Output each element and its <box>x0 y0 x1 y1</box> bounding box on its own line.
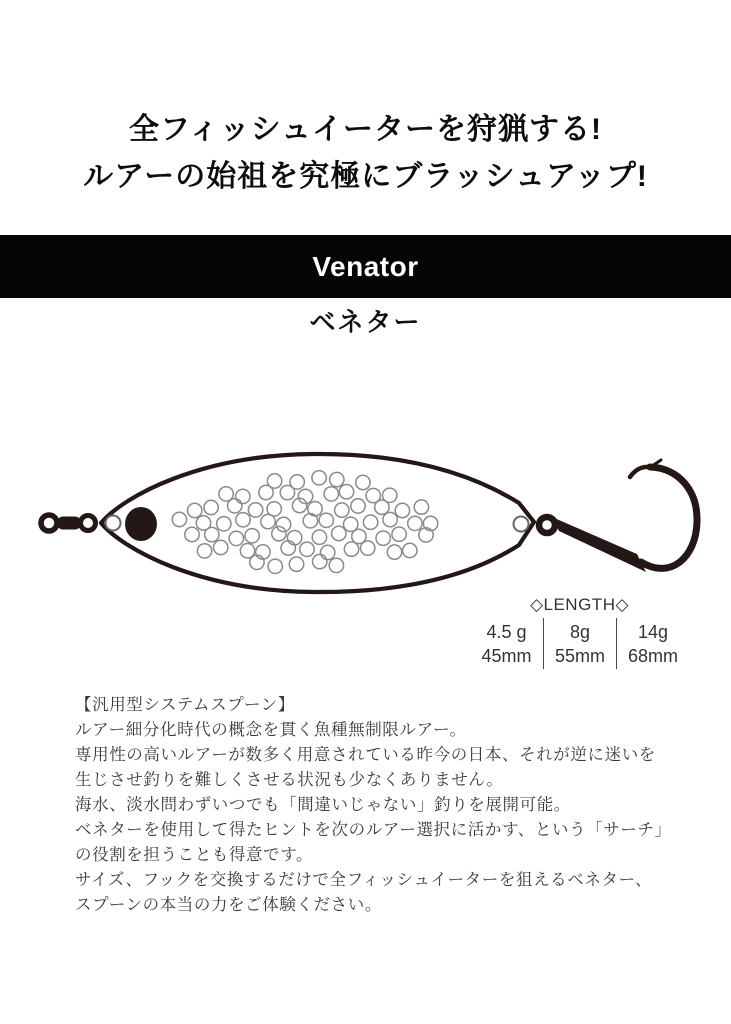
size-length: 68mm <box>627 646 678 666</box>
headline <box>0 106 731 200</box>
line-tie-hole <box>106 516 121 531</box>
headline-line-2: ルアーの始祖を究極にブラッシュアップ! <box>83 160 648 193</box>
description-line: サイズ、フックを交換するだけで全フィッシュイーターを狙えるベネター、 <box>75 871 653 889</box>
size-length: 45mm <box>481 646 532 666</box>
description-line: 生じさせ釣りを難しくさせる状況も少なくありません。 <box>75 771 504 789</box>
product-name: Venator <box>312 250 419 282</box>
product-name-japanese: ベネター <box>309 307 422 337</box>
single-hook <box>539 460 697 572</box>
length-spec <box>470 595 689 669</box>
size-length: 55mm <box>554 646 605 666</box>
length-spec-title: ◇LENGTH◇ <box>529 595 630 614</box>
swivel-ring-right <box>81 516 96 531</box>
swivel <box>41 515 96 531</box>
swivel-barrel <box>57 517 81 530</box>
description-line: ベネターを使用して得たヒントを次のルアー選択に活かす、という「サーチ」 <box>75 821 672 839</box>
description-line: スプーンの本当の力をご体験ください。 <box>75 896 382 914</box>
size-column-2 <box>543 618 616 669</box>
hook-tie-hole <box>514 517 529 532</box>
product-description <box>75 693 700 918</box>
eye-dot <box>125 507 157 541</box>
description-line: 専用性の高いルアーが数多く用意されている昨今の日本、それが逆に迷いを <box>75 746 656 764</box>
swivel-ring-left <box>41 515 57 531</box>
description-line: 海水、淡水問わずいつでも「間違いじゃない」釣りを展開可能。 <box>75 796 571 814</box>
size-column-3 <box>616 618 689 669</box>
hook-point <box>630 467 650 477</box>
split-ring <box>539 517 555 533</box>
length-spec-columns <box>470 618 689 669</box>
hook-shank <box>552 517 646 572</box>
description-line: の役割を担うことも得意です。 <box>75 846 314 864</box>
description-line: ルアー細分化時代の概念を貫く魚種無制限ルアー。 <box>75 721 467 739</box>
product-banner <box>0 235 731 298</box>
description-heading: 【汎用型システムスプーン】 <box>75 696 295 714</box>
lure-illustration <box>0 440 731 620</box>
size-weight: 14g <box>637 622 669 642</box>
size-weight: 4.5 g <box>486 622 527 642</box>
size-column-1 <box>470 618 543 669</box>
size-weight: 8g <box>569 622 591 642</box>
headline-line-1: 全フィッシュイーターを狩猟する! <box>129 113 602 146</box>
hook-bend <box>641 467 697 568</box>
